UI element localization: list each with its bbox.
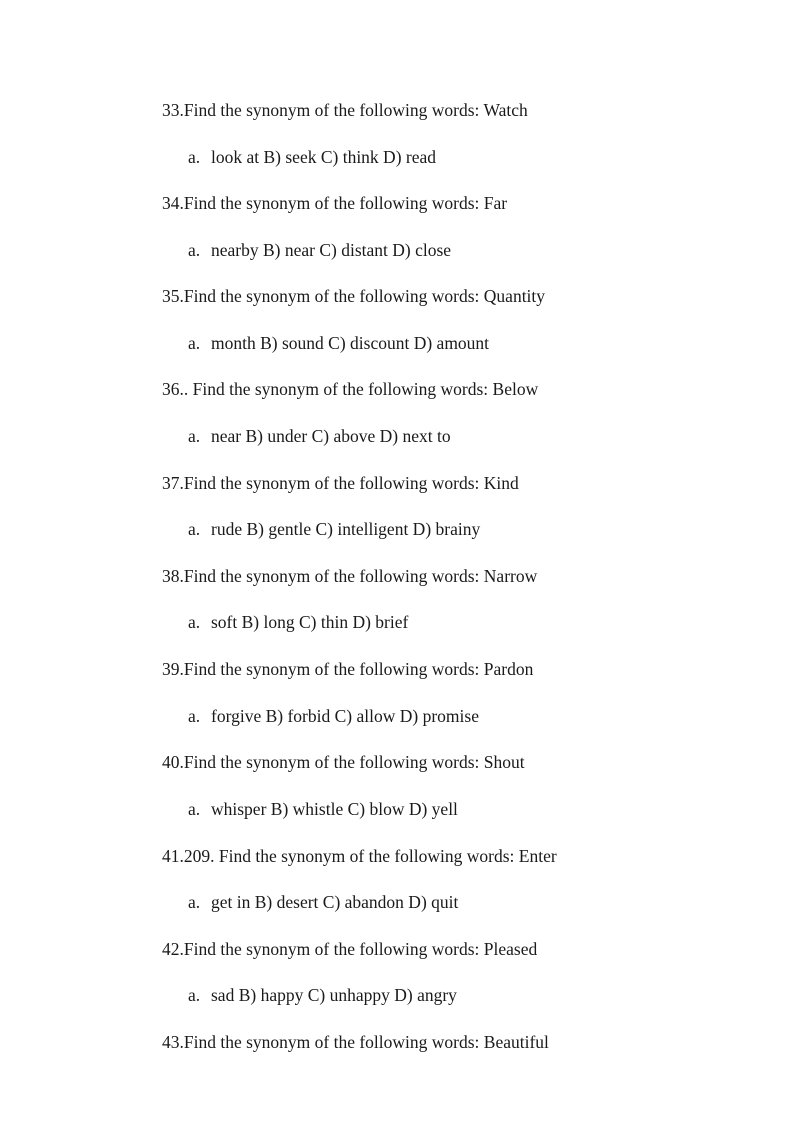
answer-options-40 [188, 798, 458, 820]
answer-options-41 [188, 891, 458, 913]
question-38: 38.Find the synonym of the following words: Narrow [162, 566, 538, 586]
question-41: 41.209. Find the synonym of the following words: Enter [162, 846, 557, 866]
question-37: 37.Find the synonym of the following words: Kind [162, 473, 519, 493]
option-text: forgive B) forbid C) allow D) promise [211, 706, 479, 726]
option-marker: a. [188, 706, 201, 726]
answer-options-35 [188, 332, 489, 354]
option-marker: a. [188, 240, 201, 260]
question-42: 42.Find the synonym of the following words: Pleased [162, 939, 538, 959]
option-marker: a. [188, 799, 201, 819]
option-text: look at B) seek C) think D) read [211, 147, 437, 167]
answer-options-42 [188, 984, 457, 1006]
option-marker: a. [188, 892, 201, 912]
answer-options-37 [188, 518, 480, 540]
option-marker: a. [188, 612, 201, 632]
option-text: nearby B) near C) distant D) close [211, 240, 452, 260]
option-marker: a. [188, 985, 201, 1005]
option-text: sad B) happy C) unhappy D) angry [211, 985, 457, 1005]
question-43: 43.Find the synonym of the following words: Beautiful [162, 1032, 549, 1052]
answer-options-36 [188, 425, 451, 447]
option-text: month B) sound C) discount D) amount [211, 333, 490, 353]
option-marker: a. [188, 333, 201, 353]
question-33: 33.Find the synonym of the following words: Watch [162, 100, 528, 120]
answer-options-38 [188, 611, 408, 633]
option-text: rude B) gentle C) intelligent D) brainy [211, 519, 481, 539]
option-marker: a. [188, 147, 201, 167]
option-text: get in B) desert C) abandon D) quit [211, 892, 459, 912]
option-text: soft B) long C) thin D) brief [211, 612, 409, 632]
option-text: near B) under C) above D) next to [211, 426, 451, 446]
question-35: 35.Find the synonym of the following words: Quantity [162, 286, 546, 306]
option-marker: a. [188, 519, 201, 539]
question-36: 36.. Find the synonym of the following words: Below [162, 379, 539, 399]
question-39: 39.Find the synonym of the following words: Pardon [162, 659, 534, 679]
answer-options-39 [188, 705, 479, 727]
question-40: 40.Find the synonym of the following words: Shout [162, 752, 525, 772]
option-marker: a. [188, 426, 201, 446]
option-text: whisper B) whistle C) blow D) yell [211, 799, 458, 819]
question-34: 34.Find the synonym of the following words: Far [162, 193, 508, 213]
answer-options-33 [188, 146, 436, 168]
answer-options-34 [188, 239, 451, 261]
